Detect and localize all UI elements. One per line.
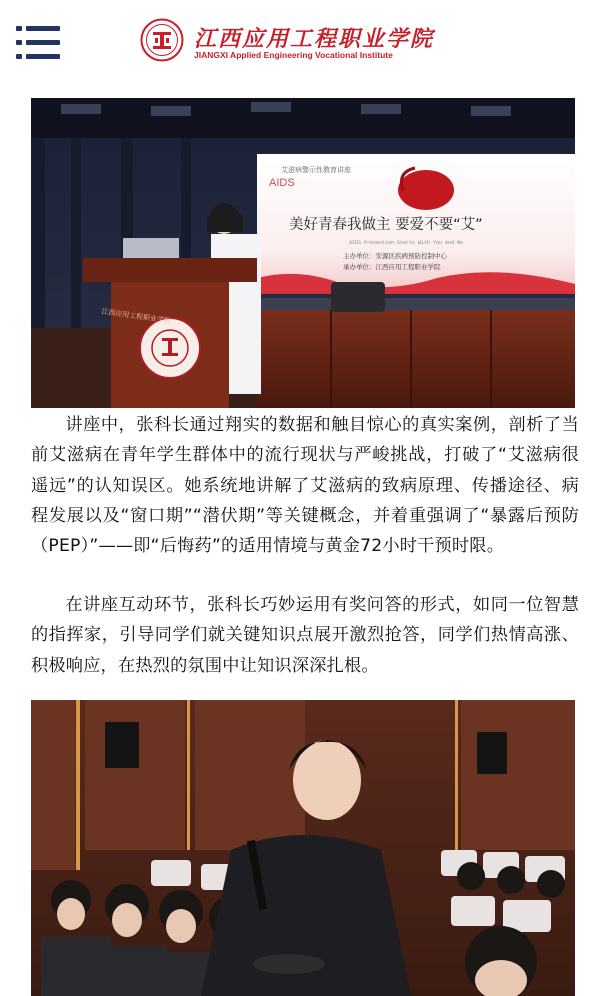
logo-english-name: JIANGXI Applied Engineering Vocational Institute <box>194 50 393 60</box>
site-logo[interactable] <box>140 18 440 66</box>
slide-co-organizer: 承办单位：江西应用工程职业学院 <box>343 263 441 271</box>
site-header <box>0 0 606 88</box>
slide-organizer: 主办单位：安源区疾病预防控制中心 <box>343 252 447 260</box>
article-paragraph-lecture: 讲座中，张科长通过翔实的数据和触目惊心的真实案例，剖析了当前艾滋病在青年学生群体中的流行现状与严峻挑战，打破了“艾滋病很遥远”的认知误区。她系统地讲解了艾滋病的致病原理、传播途径、病程发展以及“窗口期”“潜伏期”等关键概念，并着重强调了“暴露后预防（PEP）”——即“后悔药”的适用情境与黄金72小时干预时限。 <box>31 415 579 557</box>
slide-aids-label: AIDS <box>269 177 295 189</box>
school-seal-icon <box>140 18 184 62</box>
lecture-photo <box>31 98 575 408</box>
slide-header: 艾滋病警示性教育讲座 <box>281 166 351 174</box>
slide-title: 美好青春我做主 要爱不要“艾” <box>289 217 483 233</box>
logo-chinese-name: 江西应用工程职业学院 <box>194 26 435 52</box>
article-paragraph-interaction: 在讲座互动环节，张科长巧妙运用有奖问答的形式，如同一位智慧的指挥家，引导同学们就关键知识点展开激烈抢答，同学们热情高涨、积极响应，在热烈的氛围中让知识深深扎根。 <box>31 595 579 676</box>
podium-school-seal: 江西应用工程职业学院 <box>100 307 172 326</box>
audience-photo <box>31 700 575 996</box>
menu-icon[interactable] <box>16 26 60 60</box>
slide-subtitle: AIDS Prevention Starts With You And Me <box>349 240 464 246</box>
